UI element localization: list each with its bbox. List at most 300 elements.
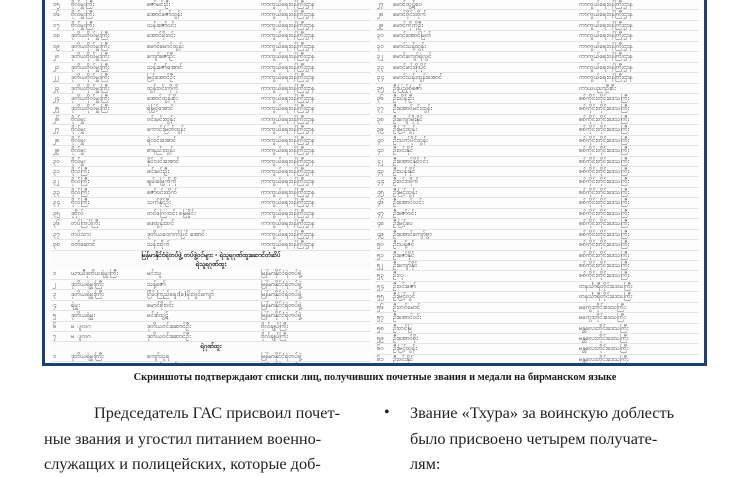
cell-u: ကာကွယ်ရေးဝန်ကြီးဌာန — [579, 42, 633, 50]
cell-m: ကျော်ဇော်ဦး — [147, 53, 175, 61]
table-row — [51, 280, 371, 290]
cell-m: မောင်သန်းထွန်းအောင် — [393, 74, 443, 82]
cell-n: ၂၂ — [53, 74, 60, 82]
cell-n: ၃၈ — [377, 115, 385, 123]
table-row — [51, 115, 371, 125]
cell-m: ဦးအောင်ကျော်စွာ — [393, 230, 432, 238]
cell-m: မောင်သန့်ထွန်း — [393, 42, 426, 50]
table-row — [51, 146, 371, 156]
table-row — [51, 177, 371, 187]
cell-u: ကာကွယ်ရေးဝန်ကြီးဌာန — [261, 209, 315, 217]
cell-n: ၁၅ — [53, 1, 60, 8]
cell-n — [53, 362, 71, 366]
cell-u: ဗိုလ်ချုပ်ကြီး — [261, 322, 288, 330]
cell-n: ၃၁ — [377, 42, 384, 50]
cell-m: ဦးအောင်စိုး — [393, 335, 418, 342]
table-row — [51, 31, 371, 41]
cell-m: မင်းစံထွဋ် — [147, 312, 169, 320]
table-row — [51, 230, 371, 240]
cell-u: ကာကွယ်ရေးဝန်ကြီးဌာန — [261, 230, 315, 238]
cell-n: ၄၈ — [377, 220, 385, 228]
cell-u: စစ်ကိုင်းတိုင်းဒေသကြီး — [579, 157, 630, 165]
cell-n: ၂၀ — [53, 53, 60, 61]
cell-m: သန်းဇော်ဝင်း — [147, 21, 176, 29]
table-row — [51, 84, 371, 94]
cell-u: ကာကွယ်ရေးဝန်ကြီးဌာန — [261, 241, 315, 249]
cell-n: ၄၆ — [377, 199, 384, 207]
cell-m: ဇော်မင်းဦး — [147, 1, 171, 8]
cell-r: ဗိုလ်မှူး — [71, 115, 86, 123]
cell-n: ၄၉ — [377, 230, 384, 238]
cell-n: ၅၄ — [377, 282, 384, 290]
cell-m: ဦးဇော်ဝင်း — [393, 209, 417, 217]
cell-u: ကာကွယ်ရေးဝန်ကြီးဌာန — [579, 1, 633, 8]
cell-m: ဦးမြင့်ထွန်း — [393, 126, 417, 134]
cell-r: တပ်ကြပ်ကြီး — [71, 220, 100, 228]
cell-n: ၅၀ — [377, 241, 384, 249]
table-row — [375, 324, 699, 334]
table-row — [375, 63, 699, 73]
cell-n: ၁၉ — [53, 42, 60, 50]
cell-u: စစ်ကိုင်းတိုင်းဒေသကြီး — [579, 272, 630, 280]
cell-m: ဦးမြင့်လွင် — [393, 293, 416, 301]
cell-r: ဗိုလ်ကြီး — [71, 178, 90, 186]
cell-u: ကာကွယ်ရေးဝန်ကြီးဌာန — [579, 74, 633, 82]
table-row — [51, 352, 371, 362]
cell-u: ကာကွယ်ရေးဝန်ကြီးဌာန — [261, 21, 315, 29]
cell-m: ဇော်ဝင်းထိုက် — [147, 188, 178, 196]
table-row — [51, 136, 371, 146]
cell-u: မန္တလေးတိုင်းဒေသကြီး — [579, 324, 629, 332]
cell-n: ၃၁ — [53, 168, 60, 175]
cell-n: ၂၇ — [377, 1, 384, 8]
cell-u: မြန်မာနိုင်ငံရဲတပ်ဖွဲ့ — [261, 280, 302, 288]
table-row — [375, 334, 699, 344]
cell-n: ၄၇ — [377, 209, 384, 217]
cell-r: ဒုတိယရဲမှူးကြီး — [71, 352, 104, 360]
cell-m: ဒုတိယဝင်းဆောင်ဦး — [147, 322, 191, 330]
cell-n: ၂၈ — [53, 136, 60, 144]
cell-r: ဗိုလ်ကြီး — [71, 168, 90, 175]
table-row — [51, 21, 371, 31]
cell-m: ဦးသက်ပိုင်ထွန်း — [393, 136, 428, 144]
table-row — [375, 177, 699, 187]
cell-u: ကာကွယ်ရေးဝန်ကြီးဌာန — [261, 42, 315, 50]
cell-n: ၄၁ — [377, 147, 384, 155]
cell-n: ၃၄ — [377, 74, 384, 82]
cell-u: ကာကွယ်ရေးဝန်ကြီးဌာန — [579, 21, 633, 29]
cell-m: သက်နိုင်ဦး — [147, 199, 171, 207]
cell-m — [147, 362, 257, 366]
cell-r: ဒုတိယဗိုလ်မှူးကြီး — [71, 53, 110, 61]
cell-m: ဦးတင်မြ — [393, 324, 413, 332]
cell-n: ၃၈ — [53, 241, 61, 249]
cell-r: ဗိုလ်မှူး — [71, 147, 86, 155]
cell-r: ဒုတိယဗိုလ်မှူးကြီး — [71, 94, 110, 102]
cell-m: ဦးမြင့်ထွန်း — [393, 345, 417, 353]
document-left-column — [51, 0, 371, 363]
article-left-column — [44, 400, 364, 477]
cell-u — [261, 362, 369, 366]
cell-u: စစ်ကိုင်းတိုင်းဒေသကြီး — [579, 251, 630, 259]
cell-m: ငြိမ်းကြည်ရှေး(ခ)မိုးလွင်ကျော် — [147, 291, 214, 299]
table-row — [375, 365, 699, 366]
cell-m: ဒုတိယထောက်ပြင် အောင် — [147, 230, 205, 238]
cell-n: ၃၄ — [53, 199, 60, 207]
cell-m: အောင်ဇော်ထွန်း — [147, 11, 183, 19]
cell-n: ၁ — [53, 352, 57, 360]
table-row — [375, 21, 699, 31]
table-row — [375, 167, 699, 177]
cell-n: ၅၂ — [377, 261, 384, 269]
table-row — [51, 240, 371, 250]
cell-n: ၆၁ — [377, 355, 384, 363]
cell-n: ၃၀ — [53, 157, 60, 165]
table-row — [51, 362, 371, 366]
cell-n: ၁ — [53, 270, 57, 278]
cell-m: ဖင်းမင်းဦး — [147, 168, 170, 175]
cell-m: ရဲမြင့်အောင် — [147, 105, 174, 113]
cell-u: ကာကွယ်ရေးဝန်ကြီးဌာန — [261, 74, 315, 82]
cell-u: မန္တလေးတိုင်းဒေသကြီး — [579, 345, 629, 353]
table-row — [375, 73, 699, 83]
cell-n: ၄ — [53, 301, 57, 309]
document-right-column — [375, 0, 699, 363]
cell-n: ၂၇ — [53, 126, 60, 134]
cell-n: ၅၉ — [377, 335, 384, 342]
cell-m: မြင့်အောင်ဦး — [147, 74, 175, 82]
cell-u: ကာကွယ်ရေးဝန်ကြီးဌာန — [261, 105, 315, 113]
table-row — [51, 125, 371, 135]
cell-n: ၄၃ — [377, 168, 384, 175]
cell-m: ဦးသန်းနိုင် — [393, 168, 416, 175]
cell-n: ၂၁ — [53, 63, 60, 71]
cell-r: ဝတ်ဆောင် — [71, 241, 96, 249]
section-heading-text: မြန်မာနိုင်ငံရဲတပ်ဖွဲ့ တပ်ဖွဲ့ဝင်များ - ရဲသူရဂုဏ်ထူးဆောင်တံဆိပ် — [141, 251, 281, 259]
table-row — [375, 355, 699, 365]
table-row — [51, 104, 371, 114]
section-heading-2-text: ရဲဂုဏ်ထူး — [200, 343, 222, 351]
cell-u: မြန်မာနိုင်ငံရဲတပ်ဖွဲ့ — [261, 312, 302, 320]
cell-m: အောင်ထွန်းစိုး — [147, 94, 178, 102]
cell-r: ဒုဗိုလ် — [71, 209, 84, 217]
cell-n: ၃၉ — [377, 126, 384, 134]
table-row — [375, 209, 699, 219]
signature-block — [375, 363, 699, 366]
cell-m: ဦးဇော်နိုင် — [393, 251, 415, 259]
cell-r: ဒုတိယရဲမှူးကြီး — [71, 291, 104, 299]
cell-n: ၅၆ — [377, 303, 384, 311]
cell-r: တပ်သား — [71, 230, 91, 238]
cell-r: ဗိုလ်မှူး — [71, 136, 86, 144]
cell-u: ကာကွယ်ရေးဝန်ကြီးဌာန — [261, 11, 315, 19]
table-row — [375, 52, 699, 62]
table-row — [51, 269, 371, 279]
table-row — [375, 10, 699, 20]
cell-u: ကာကွယ်ရေးဝန်ကြီးဌာန — [261, 147, 315, 155]
cell-u: စစ်ကိုင်းတိုင်းဒေသကြီး — [579, 261, 630, 269]
table-row — [51, 167, 371, 177]
cell-u: တနင်္သာရီတိုင်းဒေသကြီး — [579, 293, 633, 301]
cell-u: မြန်မာနိုင်ငံရဲတပ်ဖွဲ့ — [261, 301, 302, 309]
cell-m: အောင်မိုးဝင်း — [147, 32, 176, 40]
cell-m: ရဲလင်းအောင် — [147, 136, 177, 144]
bullet-icon: • — [384, 404, 390, 421]
cell-m: ဦးကျော်မိုးနိုင် — [393, 115, 423, 123]
table-row — [375, 198, 699, 208]
cell-u — [579, 365, 697, 366]
cell-r: ဗိုလ်မှူးကြီး — [71, 21, 95, 29]
cell-m: ကျော်သူရ — [147, 352, 170, 360]
cell-m: မောင်အောင်မြတ် — [393, 32, 432, 40]
table-row — [51, 290, 371, 300]
table-row — [51, 42, 371, 52]
cell-u: ကာကွယ်ရေးဝန်ကြီးဌာန — [261, 94, 315, 102]
table-row — [375, 94, 699, 104]
article-line: лям: — [410, 454, 441, 473]
cell-n: ၂၈ — [377, 11, 384, 19]
cell-u: စစ်ကိုင်းတိုင်းဒေသကြီး — [579, 220, 630, 228]
cell-u: မြန်မာနိုင်ငံရဲတပ်ဖွဲ့ — [261, 270, 302, 278]
cell-m: ချမ်းမြေ့ကိုကို — [147, 178, 177, 186]
cell-u: ကာကွယ်ရေးဝန်ကြီးဌာန — [261, 199, 315, 207]
article-line: Звание «Тхура» за воинскую доблесть — [410, 403, 675, 422]
cell-n: ၅၇ — [377, 314, 384, 322]
cell-n: ၁၈ — [53, 32, 61, 40]
cell-n: ၃၀ — [377, 32, 384, 40]
section-heading — [51, 251, 371, 260]
cell-u: စစ်ကိုင်းတိုင်းဒေသကြီး — [579, 136, 630, 144]
cell-u: စစ်ကိုင်းတိုင်းဒေသကြီး — [579, 241, 630, 249]
cell-u: ကာကွယ်ရေးဝန်ကြီးဌာန — [261, 168, 315, 175]
cell-n: ၅၃ — [377, 272, 384, 280]
cell-n: ၃၃ — [377, 63, 384, 71]
cell-u: စစ်ကိုင်းတိုင်းဒေသကြီး — [579, 115, 630, 123]
cell-u: စစ်ကိုင်းတိုင်းဒေသကြီး — [579, 147, 630, 155]
table-row — [375, 261, 699, 271]
cell-m: ဦးကျော်နိုင် — [393, 261, 418, 269]
cell-m: ဖေထွန်းထင် — [147, 220, 175, 228]
table-row — [51, 198, 371, 208]
cell-u: ကာကွယ်ရေးဝန်ကြီးဌာန — [261, 1, 315, 8]
table-row — [375, 188, 699, 198]
cell-u: စစ်ကိုင်းတိုင်းဒေသကြီး — [579, 188, 630, 196]
cell-u: ကာကွယ်ရေးဝန်ကြီးဌာန — [261, 178, 315, 186]
cell-m: ဦးအောင်ဝင်း — [393, 314, 422, 322]
table-row — [375, 104, 699, 114]
cell-n: ၇ — [53, 333, 57, 340]
cell-r: ဒုတိယဗိုလ်မှူးကြီး — [71, 74, 110, 82]
cell-n: ၃၇ — [377, 105, 384, 113]
cell-m: ဦးပြည့်စုံဇော် — [393, 84, 422, 92]
cell-u: ကာကွယ်ရေးဝန်ကြီးဌာန — [261, 126, 315, 134]
article-line: ные звания и угостил питанием военно- — [44, 428, 322, 448]
table-row — [375, 115, 699, 125]
cell-r: ဗိုလ်မှူး — [71, 126, 86, 134]
table-row — [51, 311, 371, 321]
cell-n: ၂၉ — [53, 147, 60, 155]
cell-m: ဦးဝင်းနိုင် — [393, 147, 414, 155]
cell-u: မကွေးတိုင်းဒေသကြီး — [579, 314, 626, 322]
table-row — [51, 332, 371, 342]
cell-m: ဦးဝင်းဇော် — [393, 282, 417, 290]
cell-u: စစ်ကိုင်းတိုင်းဒေသကြီး — [579, 178, 630, 186]
cell-r: ဒုတိယဗိုလ်မှူးကြီး — [71, 105, 110, 113]
cell-u: ကာကွယ်ရေးဝန်ကြီးဌာန — [261, 188, 315, 196]
cell-m: မောင်မင်းဖိုးပိုင် — [393, 63, 427, 71]
table-row — [51, 209, 371, 219]
cell-m: ဦးဝင်းနိုင် — [393, 355, 414, 363]
article-line: Председатель ГАС присвоил почет- — [94, 403, 340, 422]
table-row — [375, 271, 699, 281]
cell-n: ၅၁ — [377, 251, 384, 259]
table-row — [375, 251, 699, 261]
cell-u: ကာကွယ်ရေးဝန်ကြီးဌာန — [261, 63, 315, 71]
cell-m — [393, 365, 503, 366]
cell-u: စစ်ကိုင်းတိုင်းဒေသကြီး — [579, 126, 630, 134]
cell-r: ဒုတိယဗိုလ်မှူးကြီး — [71, 42, 110, 50]
table-row — [375, 303, 699, 313]
cell-u: စစ်ကိုင်းတိုင်းဒေသကြီး — [579, 209, 630, 217]
cell-r: ရဲမှူး — [71, 301, 80, 309]
table-row — [51, 73, 371, 83]
cell-r: ဒုတိယရဲမှူး — [71, 312, 95, 320]
cell-n: ၂၄ — [53, 94, 60, 102]
cell-m: ဦးလှ — [393, 272, 404, 280]
cell-m: ဦးတင်မောင် — [393, 303, 421, 311]
cell-r: ဗိုလ်မှူး — [71, 157, 86, 165]
cell-n: ၃၅ — [377, 84, 384, 92]
cell-m: သန်းဇော်အောင် — [147, 63, 183, 71]
cell-u: မန္တလေးတိုင်းဒေသကြီး — [579, 335, 629, 342]
cell-r — [71, 362, 143, 366]
cell-n: ၃၂ — [53, 178, 60, 186]
cell-n: ၄၅ — [377, 188, 384, 196]
cell-m: မောင်မောင်ထွန်း — [147, 42, 184, 50]
cell-n: ၂၆ — [53, 115, 60, 123]
cell-m: ဦးအောင်လင်း — [393, 199, 424, 207]
table-row — [375, 344, 699, 354]
cell-u: စစ်ကိုင်းတိုင်းဒေသကြီး — [579, 230, 630, 238]
cell-m: သန်းထိုက် — [147, 241, 170, 249]
cell-u: စစ်ကိုင်းတိုင်းဒေသကြီး — [579, 105, 630, 113]
scanned-document — [42, 0, 707, 366]
cell-n: ၂၃ — [53, 84, 60, 92]
table-row — [375, 125, 699, 135]
table-row — [375, 31, 699, 41]
cell-m: နိုင်လင်းအောင် — [147, 157, 180, 165]
cell-n: ၅၈ — [377, 324, 385, 332]
cell-u: တနင်္သာရီတိုင်းဒေသကြီး — [579, 282, 633, 290]
cell-r: ဒုတိယဗိုလ်မှူးကြီး — [71, 63, 110, 71]
cell-m: ဦးသိန်းဦး — [393, 94, 414, 102]
cell-u: ကာကွယ်ရေးဝန်ကြီးဌာန — [261, 32, 315, 40]
table-row — [375, 313, 699, 323]
cell-n: ၂ — [53, 280, 57, 288]
table-row — [51, 188, 371, 198]
cell-r: မ ျလဂ — [71, 333, 91, 340]
table-row — [375, 230, 699, 240]
cell-m: ဦးဝင်းထိုက် — [393, 178, 419, 186]
cell-n: ၂၅ — [53, 105, 60, 113]
cell-n: ၆ — [53, 322, 57, 330]
cell-u: ကာကွယ်ရေးဝန်ကြီးဌာန — [261, 220, 315, 228]
cell-u: မန္တလေးတိုင်းဒေသကြီး — [579, 355, 629, 363]
cell-n — [377, 365, 393, 366]
cell-m: ဦးအောင်မင်းထွန်း — [393, 105, 433, 113]
cell-r: ဗိုလ်မှူးကြီး — [71, 11, 95, 19]
table-row — [51, 0, 371, 10]
cell-n: ၃၂ — [377, 53, 384, 61]
cell-u: စစ်ကိုင်းတိုင်းဒေသကြီး — [579, 199, 630, 207]
table-row — [375, 136, 699, 146]
article-line: было присвоено четырем получате- — [410, 428, 658, 448]
figure-caption: Скриншоты подтверждают списки лиц, получивших почетные звания и медали на бирманском языке — [133, 372, 617, 383]
cell-m: မောင်ထွဋ်ဝေ — [393, 1, 423, 8]
cell-n: ၅၅ — [377, 293, 384, 301]
cell-r: ဒုတိယဗိုလ်မှူးကြီး — [71, 84, 110, 92]
cell-m: သန့်ဇော် — [147, 280, 166, 288]
cell-m: မောင်ကျော်ရဲလွင် — [393, 53, 432, 61]
cell-n: ၆၀ — [377, 345, 384, 353]
cell-n: ၃၃ — [53, 188, 60, 196]
cell-n: ၄၀ — [377, 136, 384, 144]
cell-u: ကာကွယ်ရေးဝန်ကြီးဌာန — [261, 53, 315, 61]
section-subheading-text: ရဲသူရဂုဏ်ထူး — [195, 260, 227, 268]
table-row — [51, 94, 371, 104]
cell-m: ဦးသန့်ဇင် — [393, 241, 415, 249]
section-heading-2 — [51, 342, 371, 351]
cell-u: ကာကွယ်ရေးဝန်ကြီးဌာန — [579, 53, 633, 61]
cell-m: မောင်ဝိုင်းထိုက် — [393, 11, 427, 19]
table-row — [375, 146, 699, 156]
cell-r: ဒုတိယရဲမှူးကြီး — [71, 280, 104, 288]
table-row — [51, 10, 371, 20]
cell-u: မြန်မာနိုင်ငံရဲတပ်ဖွဲ့ — [261, 291, 302, 299]
table-row — [375, 282, 699, 292]
table-row — [51, 322, 371, 332]
cell-m: ဦးမြင့်ဝေ — [393, 220, 413, 228]
cell-u: စစ်ကိုင်းတိုင်းဒေသကြီး — [579, 168, 630, 175]
cell-m: မောင်ကိုကိုဦး — [393, 21, 423, 29]
cell-n: ၅ — [53, 312, 57, 320]
cell-u: ဗိုလ်ချုပ်ကြီး — [261, 333, 288, 340]
cell-m: ထွန်းဝင်းကိုကို — [147, 84, 179, 92]
cell-m: ဒုတိယဝင်းဆောင်ဦး — [147, 333, 191, 340]
cell-u: ကာကွယ်ရေးဝန်ကြီးဌာန — [579, 11, 633, 19]
cell-u: မကွေးတိုင်းဒေသကြီး — [579, 303, 626, 311]
cell-u: ကာယပညာဦးစီး — [579, 84, 616, 92]
cell-r: ဒုတိယဗိုလ်မှူးကြီး — [71, 32, 110, 40]
cell-r: မ ျလဂ — [71, 322, 91, 330]
cell-m: ကောင်းမြတ်ထွန်း — [147, 126, 186, 134]
cell-n: ၃၇ — [53, 230, 60, 238]
cell-u: ကာကွယ်ရေးဝန်ကြီးဌာန — [579, 32, 633, 40]
cell-u: မြန်မာနိုင်ငံရဲတပ်ဖွဲ့ — [261, 352, 302, 360]
article-right-column — [384, 400, 710, 477]
cell-m: မောင်စိုးဝင်း — [147, 301, 174, 309]
table-row — [375, 0, 699, 10]
cell-u: ကာကွယ်ရေးဝန်ကြီးဌာန — [261, 84, 315, 92]
cell-u: ကာကွယ်ရေးဝန်ကြီးဌာန — [261, 157, 315, 165]
cell-n: ၄၂ — [377, 157, 384, 165]
cell-n: ၄၄ — [377, 178, 384, 186]
table-row — [375, 292, 699, 302]
cell-r: ယာယီဒုတိယရဲမှူးကြီး — [71, 270, 119, 278]
table-row — [375, 84, 699, 94]
cell-n: ၂၉ — [377, 21, 384, 29]
cell-r: ဗိုလ်ကြီး — [71, 188, 90, 196]
